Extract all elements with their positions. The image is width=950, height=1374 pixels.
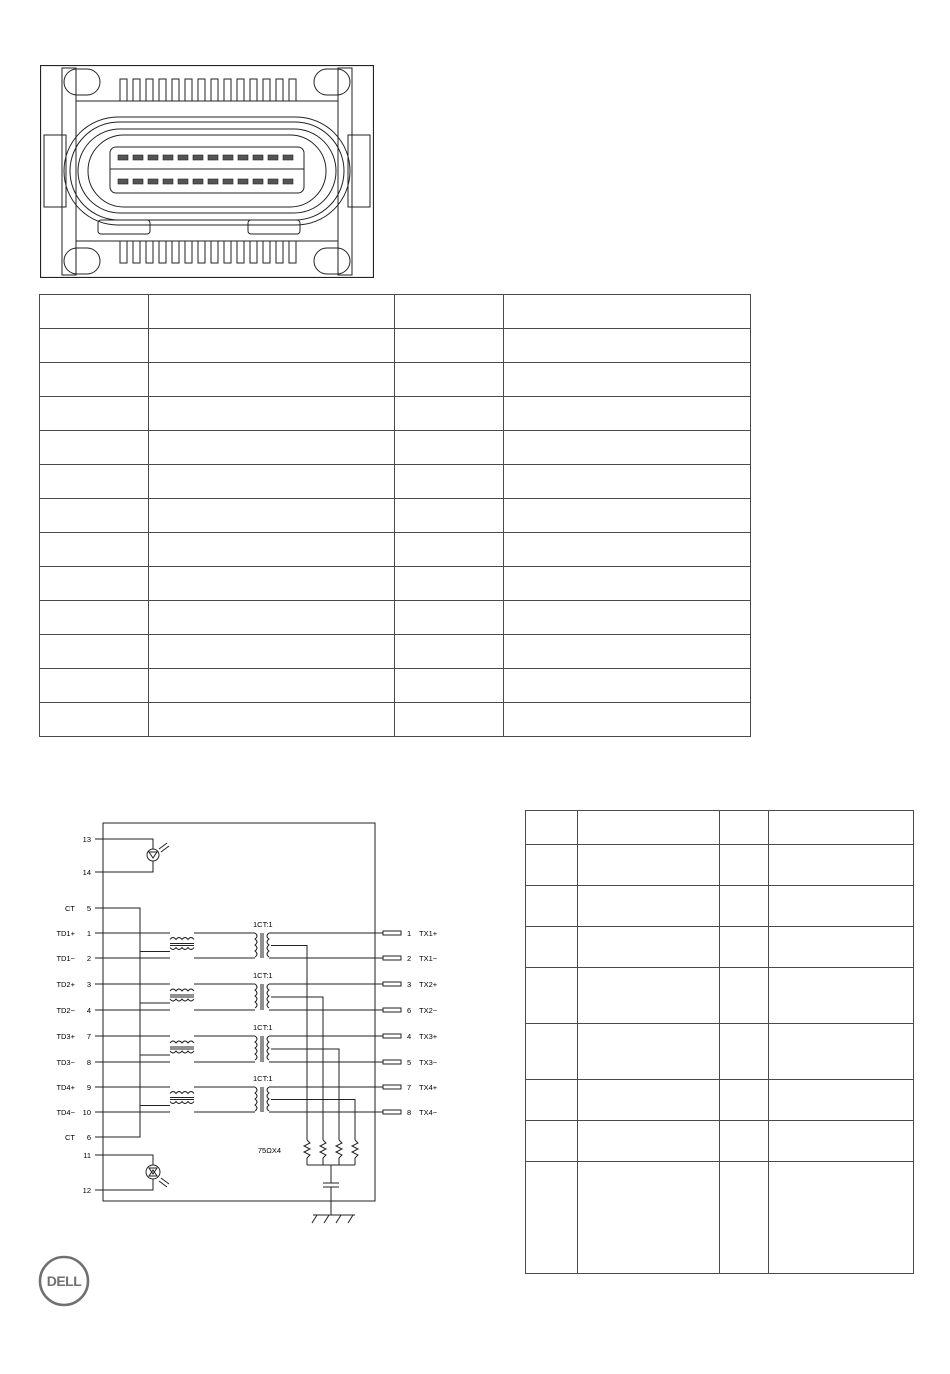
right-pin-number: 3 (407, 980, 412, 989)
table-cell (504, 567, 751, 601)
left-pin-label: TD3+ (56, 1032, 75, 1041)
table-cell (720, 811, 769, 845)
table-cell (40, 431, 149, 465)
right-pin-number: 6 (407, 1006, 412, 1015)
left-pin-number: 6 (86, 1133, 91, 1142)
table-cell (395, 533, 504, 567)
table-cell (526, 1024, 578, 1080)
table-cell (395, 499, 504, 533)
table-cell (578, 886, 720, 927)
table-cell (149, 329, 395, 363)
table-cell (578, 811, 720, 845)
right-pin-label: TX4+ (419, 1083, 438, 1092)
left-pin-number: 14 (82, 868, 91, 877)
table-row (526, 968, 914, 1024)
table-cell (395, 601, 504, 635)
right-pin-number: 2 (407, 954, 412, 963)
table-cell (578, 845, 720, 886)
table-row (40, 601, 751, 635)
left-pin-label: CT (65, 904, 75, 913)
table-cell (504, 669, 751, 703)
left-pin-label: TD2− (56, 1006, 75, 1015)
table-cell (720, 1162, 769, 1274)
table-cell (504, 601, 751, 635)
table-cell (40, 567, 149, 601)
table-cell (149, 397, 395, 431)
table-cell (504, 533, 751, 567)
table-cell (769, 927, 914, 968)
left-pin-number: 13 (82, 835, 91, 844)
table-cell (40, 295, 149, 329)
table-cell (395, 363, 504, 397)
table-row (40, 703, 751, 737)
table-row (40, 533, 751, 567)
table-cell (504, 703, 751, 737)
table-cell (720, 927, 769, 968)
table-cell (769, 1080, 914, 1121)
table-row (40, 431, 751, 465)
table-cell (40, 703, 149, 737)
left-pin-number: 9 (86, 1083, 91, 1092)
left-pin-label: TD4+ (56, 1083, 75, 1092)
table-row (40, 567, 751, 601)
table-cell (720, 1024, 769, 1080)
left-pin-number: 10 (82, 1108, 91, 1117)
table-cell (504, 363, 751, 397)
table-cell (149, 295, 395, 329)
table-cell (40, 601, 149, 635)
table-cell (720, 1080, 769, 1121)
table-cell (526, 1162, 578, 1274)
left-pin-label: TD1− (56, 954, 75, 963)
right-pin-number: 8 (407, 1108, 412, 1117)
table-cell (149, 499, 395, 533)
table-cell (149, 703, 395, 737)
table-cell (149, 431, 395, 465)
lan-schematic (55, 815, 455, 1230)
right-pin-label: TX3+ (419, 1032, 438, 1041)
table-cell (149, 465, 395, 499)
table-cell (40, 465, 149, 499)
table-cell (149, 363, 395, 397)
table-cell (504, 329, 751, 363)
table-cell (504, 635, 751, 669)
table-cell (769, 845, 914, 886)
right-pin-label: TX1− (419, 954, 438, 963)
dell-logo (38, 1255, 90, 1307)
left-pin-label: TD1+ (56, 929, 75, 938)
table-cell (504, 431, 751, 465)
table-cell (504, 465, 751, 499)
table-row (526, 1162, 914, 1274)
right-pin-number: 4 (407, 1032, 412, 1041)
transformer-label: 1CT:1 (253, 1074, 273, 1083)
table-cell (395, 567, 504, 601)
table-row (526, 1080, 914, 1121)
table-cell (769, 1121, 914, 1162)
table-cell (40, 329, 149, 363)
table-cell (526, 927, 578, 968)
table-cell (578, 968, 720, 1024)
table-cell (504, 499, 751, 533)
table-cell (769, 1162, 914, 1274)
left-pin-number: 8 (86, 1058, 91, 1067)
resistor-label: 75ΩX4 (257, 1146, 281, 1155)
table-cell (149, 669, 395, 703)
table-cell (769, 811, 914, 845)
table-row (526, 886, 914, 927)
table-cell (578, 927, 720, 968)
transformer-label: 1CT:1 (253, 920, 273, 929)
table-cell (395, 635, 504, 669)
right-pin-number: 7 (407, 1083, 412, 1092)
usb-c-pin-table (39, 294, 751, 737)
table-cell (720, 886, 769, 927)
table-cell (526, 845, 578, 886)
table-row (40, 465, 751, 499)
table-cell (578, 1162, 720, 1274)
table-cell (40, 363, 149, 397)
right-pin-number: 1 (407, 929, 412, 938)
table-cell (149, 635, 395, 669)
table-row (526, 1024, 914, 1080)
table-cell (769, 968, 914, 1024)
table-cell (526, 1080, 578, 1121)
table-cell (504, 295, 751, 329)
right-pin-label: TX2− (419, 1006, 438, 1015)
table-cell (526, 968, 578, 1024)
table-cell (395, 465, 504, 499)
table-cell (769, 886, 914, 927)
table-cell (526, 1121, 578, 1162)
table-cell (40, 533, 149, 567)
right-pin-label: TX4− (419, 1108, 438, 1117)
transformer-label: 1CT:1 (253, 1023, 273, 1032)
table-cell (395, 295, 504, 329)
table-cell (526, 886, 578, 927)
right-pin-label: TX2+ (419, 980, 438, 989)
table-cell (149, 533, 395, 567)
table-cell (720, 1121, 769, 1162)
table-row (526, 927, 914, 968)
table-row (526, 1121, 914, 1162)
left-pin-number: 1 (86, 929, 91, 938)
right-pin-label: TX3− (419, 1058, 438, 1067)
lan-pin-table (525, 810, 914, 1274)
table-row (40, 295, 751, 329)
table-cell (395, 669, 504, 703)
table-cell (40, 397, 149, 431)
left-pin-number: 11 (83, 1151, 91, 1160)
usb-c-connector-drawing (40, 65, 374, 278)
table-cell (395, 703, 504, 737)
table-cell (526, 811, 578, 845)
right-pin-label: TX1+ (419, 929, 438, 938)
table-cell (720, 968, 769, 1024)
table-cell (40, 669, 149, 703)
table-cell (769, 1024, 914, 1080)
left-pin-label: TD2+ (56, 980, 75, 989)
table-cell (40, 635, 149, 669)
left-pin-number: 7 (86, 1032, 91, 1041)
table-row (40, 329, 751, 363)
table-cell (40, 499, 149, 533)
table-row (526, 811, 914, 845)
transformer-label: 1CT:1 (253, 971, 273, 980)
table-cell (395, 431, 504, 465)
table-cell (395, 329, 504, 363)
table-cell (395, 397, 504, 431)
table-row (526, 845, 914, 886)
table-row (40, 363, 751, 397)
table-row (40, 499, 751, 533)
table-cell (720, 845, 769, 886)
table-cell (578, 1080, 720, 1121)
table-cell (149, 601, 395, 635)
table-cell (578, 1121, 720, 1162)
table-row (40, 635, 751, 669)
table-cell (504, 397, 751, 431)
left-pin-label: TD3− (56, 1058, 75, 1067)
left-pin-label: CT (65, 1133, 75, 1142)
left-pin-number: 5 (86, 904, 91, 913)
dell-logo-text: DELL (46, 1273, 82, 1289)
left-pin-number: 3 (86, 980, 91, 989)
right-pin-number: 5 (407, 1058, 412, 1067)
table-row (40, 669, 751, 703)
left-pin-number: 2 (86, 954, 91, 963)
table-cell (149, 567, 395, 601)
left-pin-number: 12 (82, 1186, 91, 1195)
table-row (40, 397, 751, 431)
table-cell (578, 1024, 720, 1080)
left-pin-label: TD4− (56, 1108, 75, 1117)
left-pin-number: 4 (86, 1006, 91, 1015)
